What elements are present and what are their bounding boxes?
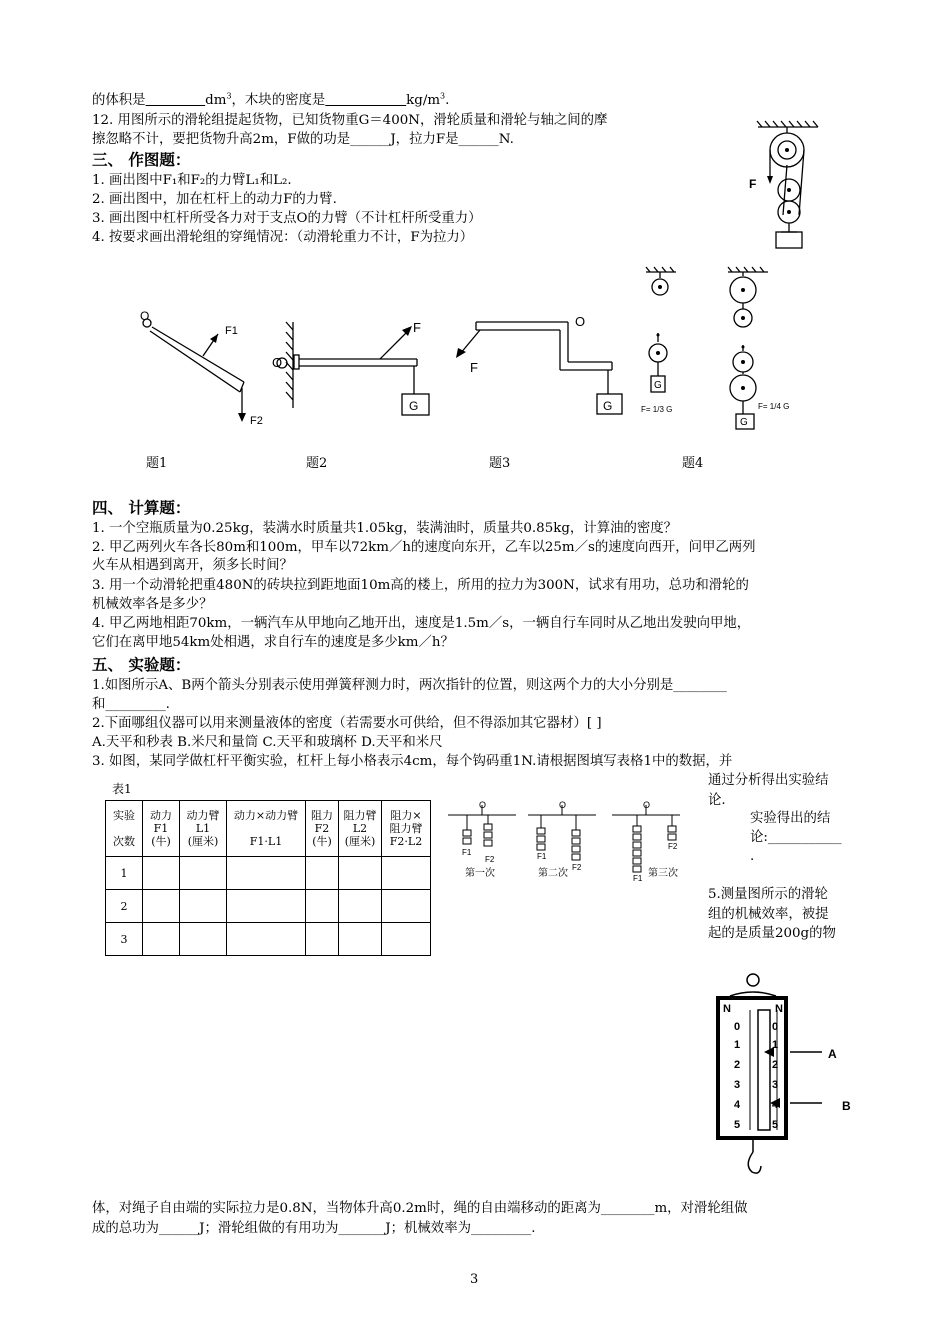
row-3-index: 3	[106, 923, 143, 956]
caption-4: 题4	[682, 456, 704, 471]
lever1-f1: F1	[462, 848, 472, 857]
lever-caption-3: 第三次	[648, 868, 678, 879]
right-text-a: 通过分析得出实验结	[708, 773, 829, 788]
fig2-g-label: G	[409, 399, 419, 413]
sec3-item-1: 1. 画出图中F₁和F₂的力臂L₁和L₂.	[92, 173, 292, 188]
lever2-o: O	[559, 800, 567, 810]
fig3-o-label: O	[575, 314, 586, 329]
scale-mark-1: 1	[734, 1039, 741, 1051]
scale-mark-r0: 0	[772, 1021, 779, 1033]
scale-mark-0: 0	[734, 1021, 741, 1033]
right-text-h: 起的是质量200g的物	[708, 926, 836, 941]
arrow-b-label: B	[842, 1099, 851, 1113]
sec4-line-1: 1. 一个空瓶质量为0.25kg，装满水时质量共1.05kg，装满油时，质量共0.85kg，计算油的密度？	[92, 521, 678, 536]
right-text-f: 5.测量图所示的滑轮	[708, 887, 828, 902]
right-text-c: 实验得出的结	[750, 811, 831, 826]
sec4-line-6: 4. 甲乙两地相距70km，一辆汽车从甲地向乙地开出，速度是1.5m／s，一辆自行车同时从乙地出发驶向甲地，	[92, 616, 751, 631]
right-text-d: 论:___________	[750, 830, 842, 845]
sec3-item-3: 3. 画出图中杠杆所受各力对于支点O的力臂（不计杠杆所受重力）	[92, 211, 482, 226]
scale-mark-r5: 5	[772, 1119, 779, 1131]
right-text-g: 组的机械效率，被提	[708, 907, 829, 922]
q11-continuation: 的体积是 $dm^3$，木块的密度是 $kg/m^3$.	[92, 91, 450, 108]
fig1-o-label: O	[140, 309, 150, 323]
lever3-o: O	[643, 800, 651, 810]
sec4-line-3: 火车从相遇到离开，须多长时间？	[92, 558, 293, 573]
lever-caption-2: 第二次	[538, 868, 568, 879]
page-number: 3	[470, 1272, 479, 1287]
figure-2	[277, 322, 429, 415]
sec5-line-3: 2.下面哪组仪器可以用来测量液体的密度（若需要水可供给，但不得添加其它器材）[ ]	[92, 716, 602, 731]
fig2-o-label: O	[272, 355, 283, 370]
lever2-f1: F1	[537, 852, 547, 861]
row-1-index: 1	[106, 857, 143, 890]
caption-1: 题1	[146, 456, 168, 471]
final-line-2: 成的总功为______J；滑轮组做的有用功为_______J；机械效率为_________.	[92, 1221, 536, 1236]
scale-mark-r4: 4	[772, 1099, 779, 1111]
sec4-line-7: 它们在离甲地54km处相遇，求自行车的速度是多少km／h？	[92, 635, 454, 650]
fig3-g-label: G	[603, 399, 613, 413]
section-5-title: 五、 实验题：	[92, 655, 191, 674]
fig1-f1-label: F1	[225, 325, 238, 337]
scale-mark-r2: 2	[772, 1059, 779, 1071]
figure-3	[460, 322, 622, 414]
sec5-line-1: 1.如图所示A、B两个箭头分别表示使用弹簧秤测力时，两次指针的位置，则这两个力的大小分别是________	[92, 678, 727, 693]
fig4a-g-label: G	[654, 380, 662, 391]
lever-caption-1: 第一次	[465, 868, 495, 879]
section-3-title: 三、 作图题：	[92, 150, 191, 169]
sec5-line-2: 和_________.	[92, 697, 170, 712]
table-caption: 表1	[112, 782, 132, 796]
fig4b-ratio: F= 1/4 G	[758, 402, 790, 411]
q12-line1: 12. 用图所示的滑轮组提起货物，已知货物重G＝400N，滑轮质量和滑轮与轴之间的摩	[92, 113, 608, 128]
fig1-f2-label: F2	[250, 415, 263, 427]
fig2-f-label: F	[413, 320, 421, 335]
section-4-title: 四、 计算题：	[92, 498, 191, 517]
scale-mark-5: 5	[734, 1119, 741, 1131]
scale-mark-r1: 1	[772, 1039, 779, 1051]
caption-3: 题3	[489, 456, 511, 471]
caption-2: 题2	[306, 456, 328, 471]
scale-mark-4: 4	[734, 1099, 741, 1111]
pulley-system-q12	[757, 121, 818, 248]
q12-f-label: F	[749, 177, 757, 191]
lever2-f2: F2	[572, 863, 582, 872]
scale-n-left: N	[723, 1003, 731, 1015]
q12-line2: 擦忽略不计，要把货物升高2m，F做的功是______J，拉力F是______N.	[92, 132, 514, 147]
scale-mark-3: 3	[734, 1079, 741, 1091]
right-text-b: 论.	[708, 793, 726, 808]
sec4-line-2: 2. 甲乙两列火车各长80m和100m，甲车以72km／h的速度向东开，乙车以25m／s的速度向西开，问甲乙两列	[92, 540, 756, 555]
sec5-line-4: A.天平和秒表 B.米尺和量筒 C.天平和玻璃杯 D.天平和米尺	[92, 735, 443, 750]
lever3-f2: F2	[668, 842, 678, 851]
lever-experiments	[448, 805, 680, 872]
fig4a-ratio: F= 1/3 G	[641, 405, 673, 414]
scale-mark-2: 2	[734, 1059, 741, 1071]
row-2-index: 2	[106, 890, 143, 923]
sec3-item-2: 2. 画出图中，加在杠杆上的动力F的力臂.	[92, 192, 337, 207]
sec4-line-5: 机械效率各是多少？	[92, 597, 213, 612]
fig4b-g-label: G	[740, 417, 748, 428]
scale-mark-r3: 3	[772, 1079, 779, 1091]
sec4-line-4: 3. 用一个动滑轮把重480N的砖块拉到距地面10m高的楼上，所用的拉力为300N，试求有用功，总功和滑轮的	[92, 578, 749, 593]
spring-scale	[718, 974, 822, 1173]
arrow-a-label: A	[828, 1047, 837, 1061]
lever3-f1: F1	[633, 874, 643, 883]
right-text-e: .	[750, 849, 755, 864]
data-table-1: 实验 次数 动力 F1 (牛) 动力臂 L1 (厘米) 动力×动力臂 F1·L1 阻力 F2 (牛) 阻力臂 L2 (厘米) 阻力× 阻力臂 F2·L2 1 2 3	[105, 800, 431, 956]
final-line-1: 体，对绳子自由端的实际拉力是0.8N，当物体升高0.2m时，绳的自由端移动的距离为________m，对滑轮组做	[92, 1201, 748, 1216]
sec3-item-4: 4. 按要求画出滑轮组的穿绳情况：（动滑轮重力不计，F为拉力）	[92, 230, 474, 245]
lever1-o: O	[479, 800, 487, 810]
lever1-f2: F2	[485, 855, 495, 864]
fig3-f-label: F	[470, 360, 478, 375]
sec5-line-5: 3. 如图，某同学做杠杆平衡实验，杠杆上每小格表示4cm，每个钩码重1N.请根据图填写表格1中的数据，并	[92, 754, 733, 769]
scale-n-right: N	[775, 1003, 783, 1015]
